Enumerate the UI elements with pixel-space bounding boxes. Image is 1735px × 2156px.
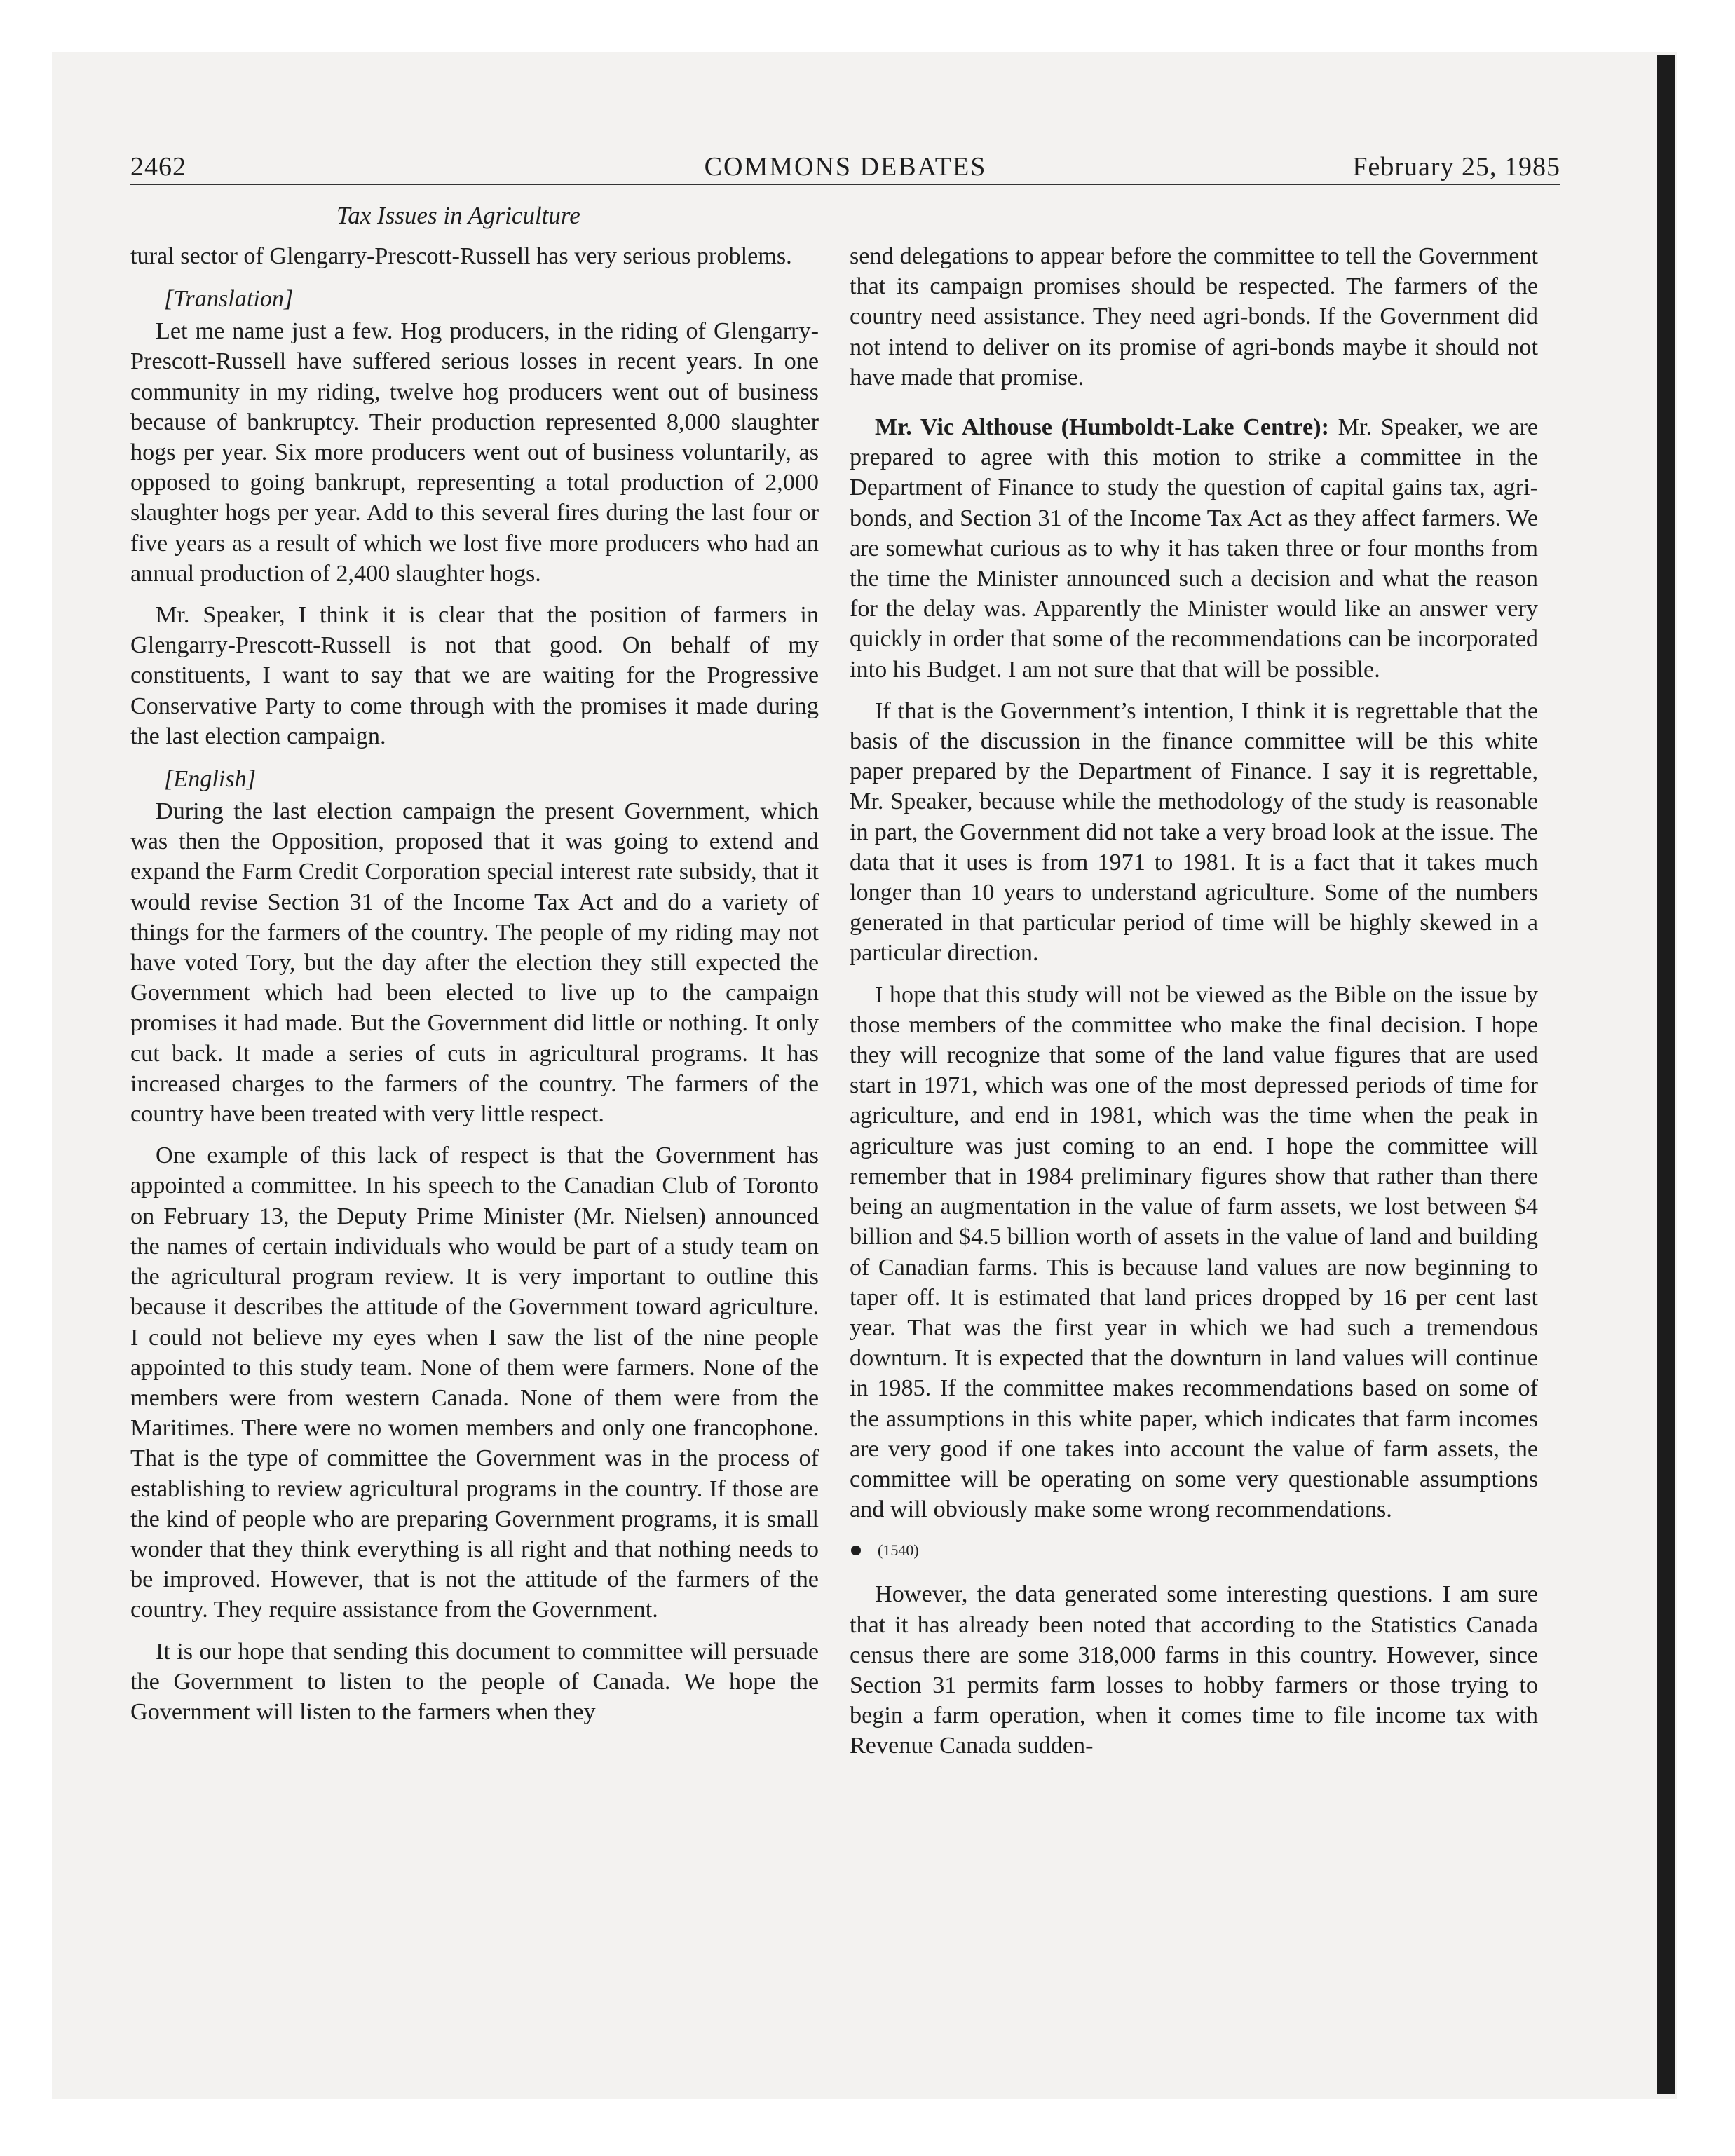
left-column — [130, 241, 819, 1944]
publication-title: COMMONS DEBATES — [704, 152, 987, 182]
english-tag: [English] — [164, 766, 257, 793]
page-number: 2462 — [130, 152, 186, 182]
scan-edge-shadow — [1657, 55, 1675, 2094]
paragraph: tural sector of Glengarry-Prescott-Russell has very serious problems. — [130, 243, 792, 269]
paragraph: I hope that this study will not be viewed as the Bible on the issue by those members of the committee who make the final decision. I hope they will recognize that some of the land value figures that are used start in 1971, which was one of the most depressed periods of time for agriculture, and end in 1981, which was the time when the peak in agriculture was just coming to an end. I hope the committee will remember that in 1984 preliminary figures show that rather than there being an augmentation in the value of farm assets, we lost between $4 billion and $4.5 billion worth of assets in the value of land and building of Canadian farms. This is because land values are now beginning to taper off. It is estimated that land prices dropped by 16 per cent last year. That was the first year in which we had such a tremendous downturn. It is expected that the downturn in land values will continue in 1985. If the committee makes recommendations based on some of the assumptions in this white paper, which indicates that farm incomes are very good if one takes into account the value of farm assets, the committee will be operating on some very questionable assumptions and will obviously make some wrong recommendations. — [850, 981, 1538, 1523]
speaker-name: Mr. Vic Althouse (Humboldt-Lake Centre): — [875, 414, 1329, 441]
bullet-icon — [851, 1546, 861, 1555]
paragraph: send delegations to appear before the committee to tell the Government that its campaign promises should be respected. The farmers of the country need assistance. They need agri-bonds. If the Government did not intend to deliver on its promise of agri-bonds maybe it should not have made that promise. — [850, 243, 1538, 390]
time-marker-label: (1540) — [878, 1541, 919, 1560]
speech-text: Mr. Speaker, we are prepared to agree with this motion to strike a committee in the Department of Finance to study the question of capital gains tax, agri-bonds, and Section 31 of the Income Tax Act as they affect farmers. We are somewhat curious as to why it has taken three or four months from the time the Minister announced such a decision and what the reason for the delay was. Apparently the Minister would like an answer very quickly in order that some of the recommendations can be incorporated into his Budget. I am not sure that that will be possible. — [850, 414, 1538, 683]
page-header — [130, 149, 1560, 188]
translation-tag: [Translation] — [164, 286, 294, 313]
paragraph: During the last election campaign the present Government, which was then the Opposition, proposed that it was going to extend and expand the Farm Credit Corporation special interest rate subsidy, that it would revise Section 31 of the Income Tax Act and do a variety of things for the farmers of the country. The people of my riding may not have voted Tory, but the day after the election they still expected the Government which had been elected to live up to the campaign promises it had made. But the Government did little or nothing. It only cut back. It made a series of cuts in agricultural programs. It has increased charges to the farmers of the country. The farmers of the country have been treated with very little respect. — [130, 798, 819, 1128]
speech-paragraph — [850, 412, 1538, 685]
paragraph: It is our hope that sending this document to committee will persuade the Government to listen to the people of Canada. We hope the Government will listen to the farmers when they — [130, 1638, 819, 1725]
paragraph: However, the data generated some interesting questions. I am sure that it has already been noted that according to the Statistics Canada census there are some 318,000 farms in this country. However, since Section 31 permits farm losses to hobby farmers or those trying to begin a farm operation, when it comes time to file income tax with Revenue Canada sudden- — [850, 1581, 1538, 1759]
section-subheading: Tax Issues in Agriculture — [336, 202, 580, 229]
paragraph: Let me name just a few. Hog producers, in the riding of Glengarry-Prescott-Russell have suffered serious losses in recent years. In one community in my riding, twelve hog producers went out of business because of bankruptcy. Their production represented 8,000 slaughter hogs per year. Six more producers went out of business voluntarily, as opposed to going bankrupt, representing a total production of 2,000 slaughter hogs per year. Add to this several fires during the last four or five years as a result of which we lost five more producers who had an annual production of 2,400 slaughter hogs. — [130, 318, 819, 587]
time-marker — [850, 1540, 1538, 1561]
paragraph: If that is the Government’s intention, I think it is regrettable that the basis of the discussion in the finance committee will be this white paper prepared by the Department of Finance. I say it is regrettable, Mr. Speaker, because while the methodology of the study is reasonable in part, the Government did not take a very broad look at the issue. The data that it uses is from 1971 to 1981. It is a fact that it takes much longer than 10 years to understand agriculture. Some of the numbers generated in that particular period of time will be highly skewed in a particular direction. — [850, 697, 1538, 967]
paragraph: One example of this lack of respect is that the Government has appointed a committee. In his speech to the Canadian Club of Toronto on February 13, the Deputy Prime Minister (Mr. Nielsen) announced the names of certain individuals who would be part of a study team on the agricultural program review. It is very important to outline this because it describes the attitude of the Government toward agriculture. I could not believe my eyes when I saw the list of the nine people appointed to this study team. None of them were farmers. None of the members were from western Canada. None of them were from the Maritimes. There were no women members and only one francophone. That is the type of committee the Government was in the process of establishing to review agricultural programs in the country. If those are the kind of people who are preparing Government programs, it is small wonder that they think everything is all right and that nothing needs to be improved. However, that is not the attitude of the farmers of the country. They require assistance from the Government. — [130, 1142, 819, 1623]
paragraph: Mr. Speaker, I think it is clear that the position of farmers in Glengarry-Prescott-Russell is not that good. On behalf of my constituents, I want to say that we are waiting for the Progressive Conservative Party to come through with the promises it made during the last election campaign. — [130, 602, 819, 749]
right-column — [850, 241, 1538, 1944]
page-date: February 25, 1985 — [1352, 152, 1560, 182]
header-rule — [130, 184, 1560, 185]
